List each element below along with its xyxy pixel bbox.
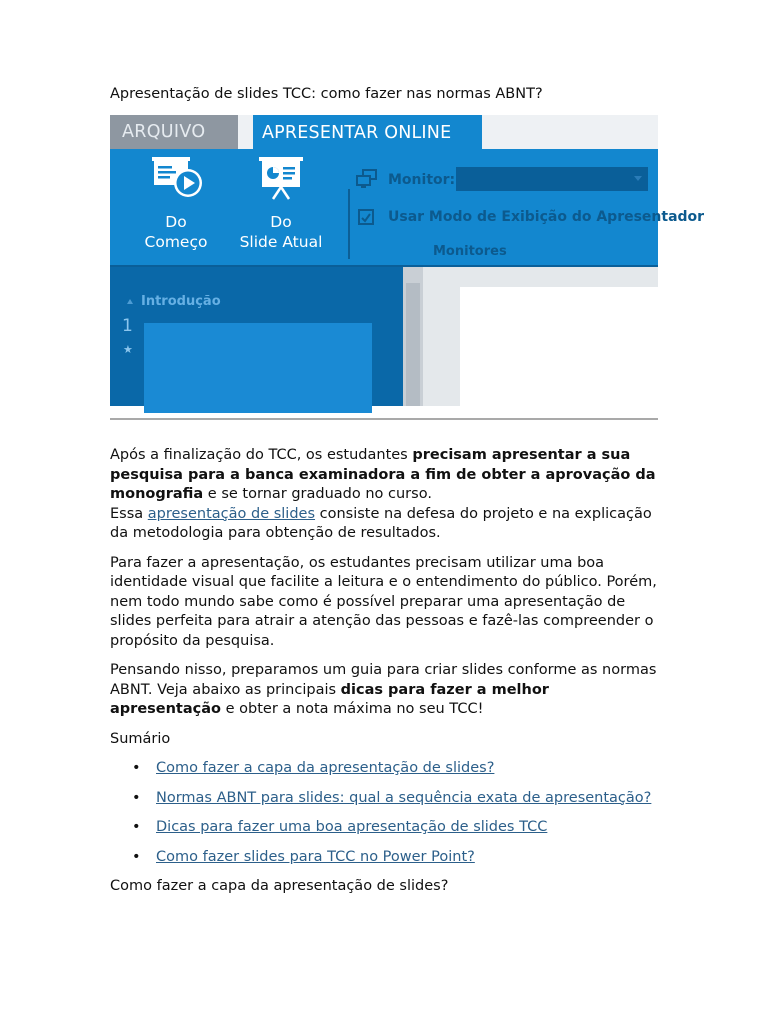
bullet-icon: • [132,819,141,835]
from-current-label-1: Do [270,213,292,231]
checkmark-icon [360,212,372,224]
list-item [110,759,658,779]
toc-title: Sumário [110,730,171,747]
presenter-view-label: Usar Modo de Exibição do Apresentador [388,209,705,225]
collapse-triangle-icon [127,299,133,304]
table-of-contents [110,759,658,867]
star-icon: ★ [123,343,133,356]
scrollbar-thumb [406,283,420,406]
bullet-icon: • [132,789,141,806]
toc-link[interactable]: Normas ABNT para slides: qual a sequência exata de apresentação? [156,789,652,806]
monitor-label: Monitor: [388,172,456,188]
toc-link[interactable]: Como fazer slides para TCC no Power Point? [156,848,475,865]
list-item [110,848,658,868]
text: Pensando nisso, preparamos um guia para criar slides conforme as normas ABNT. Veja abaixo as principais [110,662,657,698]
slide-number: 1 [122,316,133,336]
monitors-group-label: Monitores [433,244,507,259]
monitor-icon [356,169,378,196]
chevron-down-icon [634,176,642,181]
text: Essa [110,505,148,522]
from-current-label-2: Slide Atual [239,233,323,251]
powerpoint-screenshot [110,115,705,406]
presentation-board-icon [231,157,331,206]
slideshow-play-icon [126,157,226,206]
link-apresentacao-de-slides[interactable]: apresentação de slides [147,505,316,522]
text: e se tornar graduado no curso. [203,486,432,502]
text: Após a finalização do TCC, os estudantes [110,447,413,463]
article-body [110,446,658,907]
bullet-icon: • [132,760,141,776]
ribbon-divider [348,189,350,259]
bullet-icon: • [132,848,141,865]
from-beginning-button [126,157,226,252]
presenter-view-row [358,207,705,229]
ribbon-panel [110,149,705,265]
section-heading: Como fazer a capa da apresentação de slides? [110,878,449,894]
horizontal-rule [110,418,658,420]
tab-apresentar-online: APRESENTAR ONLINE [253,115,482,149]
slide-canvas [460,287,658,406]
monitor-row [356,167,658,193]
section-header [127,292,221,312]
text: e obter a nota máxima no seu TCC! [221,701,484,717]
bold-text: dicas para fazer a melhor apresentação [110,681,549,717]
tab-arquivo: ARQUIVO [110,115,238,149]
bold-text: precisam apresentar a sua pesquisa para a banca examinadora a fim de obter a aprovação da monografia [110,447,656,502]
list-item [110,818,658,838]
from-beginning-label-1: Do [165,213,187,231]
slide-thumbnail [144,323,372,413]
presenter-view-checkbox [358,209,374,225]
list-item [110,789,658,809]
slides-pane [110,267,403,406]
toc-link[interactable]: Dicas para fazer uma boa apresentação de slides TCC [156,819,548,835]
text: consiste na defesa do projeto e na explicação da metodologia para obtenção de resultados. [110,505,652,541]
paragraph-guide [110,661,658,720]
from-current-slide-button [231,157,331,252]
monitor-select [456,167,648,191]
document-title: Apresentação de slides TCC: como fazer nas normas ABNT? [110,86,543,102]
toc-link[interactable]: Como fazer a capa da apresentação de slides? [156,760,495,776]
ribbon-tab-bar [110,115,658,149]
from-beginning-label-2: Começo [144,233,208,251]
paragraph-intro [110,446,658,544]
paragraph-visual-identity: Para fazer a apresentação, os estudantes precisam utilizar uma boa identidade visual que facilite a leitura e o entendimento do público. Porém, nem todo mundo sabe como é possível preparar uma apresentação de slides perfeita para atrair a atenção das pessoas e fazê-las compreender o propósito da pesquisa. [110,554,657,649]
section-label: Introdução [141,294,221,309]
